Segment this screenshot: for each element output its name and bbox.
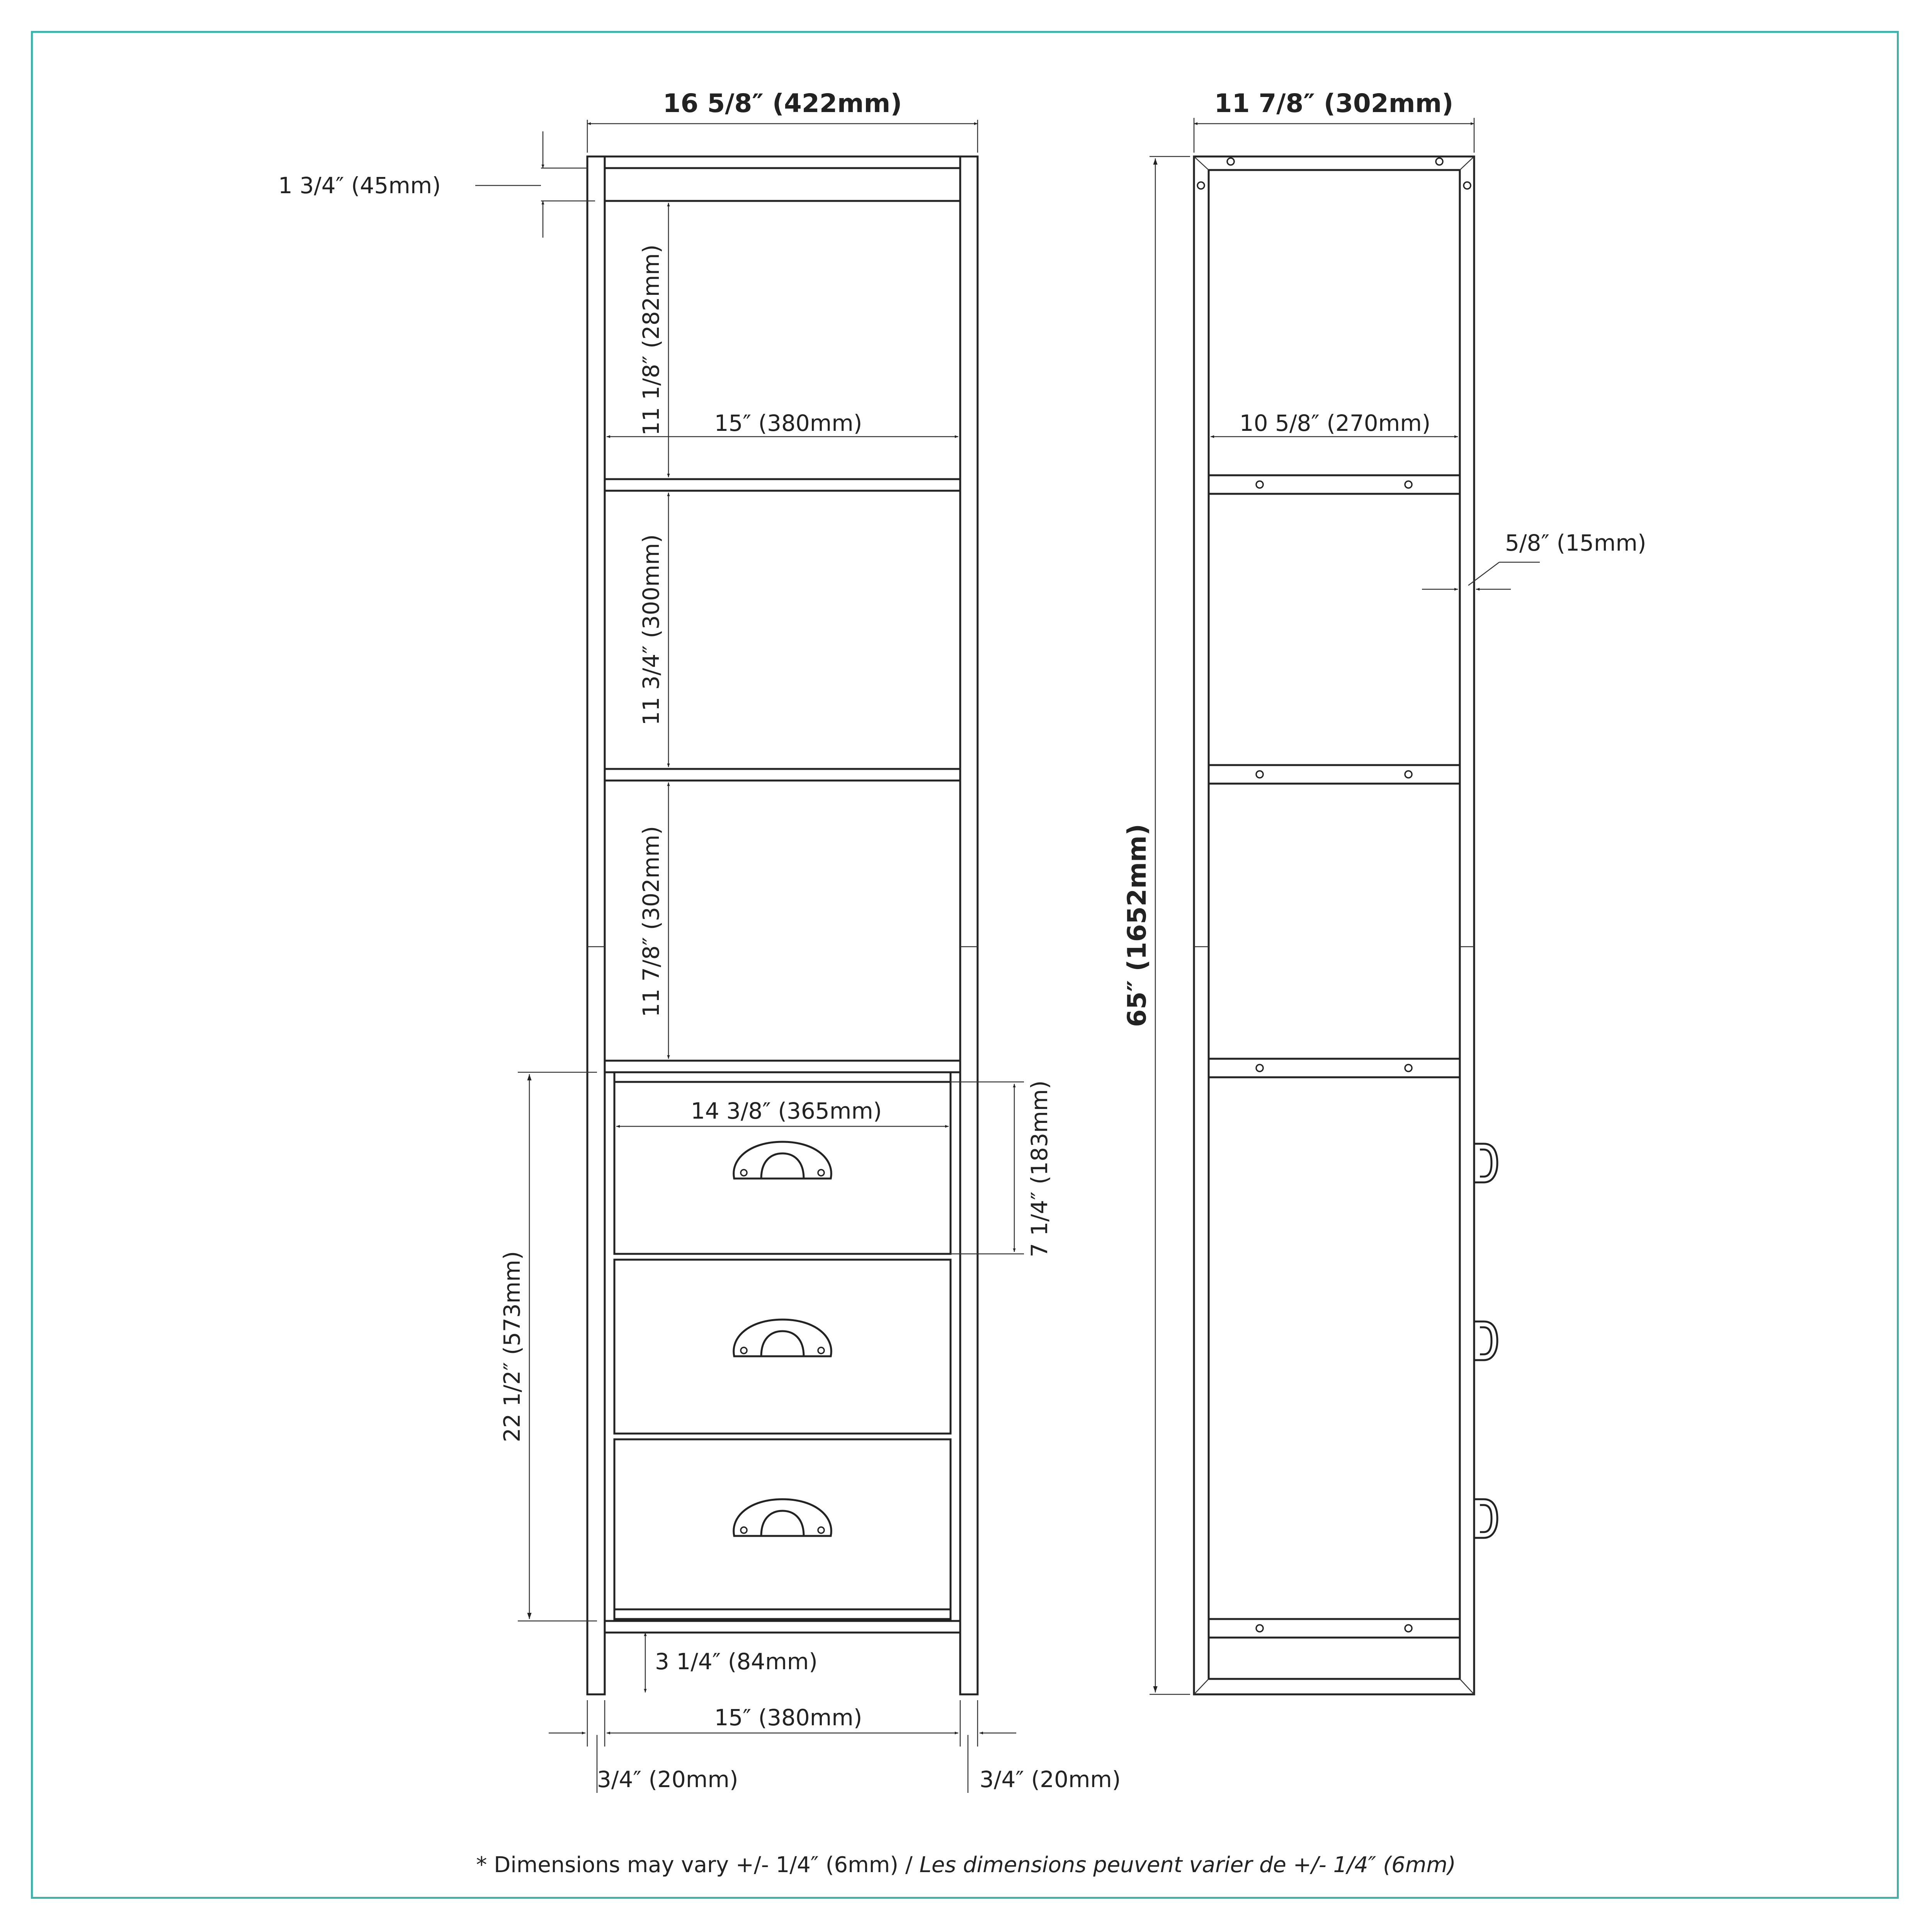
side-panel-inner [1209, 170, 1460, 1679]
side-pull-icon [1474, 1499, 1497, 1538]
shelf-2 [605, 769, 960, 781]
leg-height-label: 3 1/4″ (84mm) [655, 1648, 818, 1675]
side-panel-outer [1194, 156, 1474, 1694]
top-rail [605, 156, 960, 168]
drawer-pull-icon [734, 1499, 832, 1536]
overall-depth-label: 11 7/8″ (302mm) [1214, 88, 1454, 118]
overall-width-label: 16 5/8″ (422mm) [663, 88, 902, 118]
side-pull-icon [1474, 1144, 1497, 1182]
side-shelf-1 [1209, 475, 1460, 494]
left-post [587, 156, 605, 1694]
drawer-section-height-label: 22 1/2″ (573mm) [499, 1251, 525, 1442]
drawer-2 [614, 1260, 951, 1434]
left-leg-thickness-label: 3/4″ (20mm) [597, 1766, 738, 1793]
drawer-3 [614, 1439, 951, 1609]
drawer-width-label: 14 3/8″ (365mm) [690, 1098, 882, 1124]
right-leg-thickness-label: 3/4″ (20mm) [980, 1766, 1121, 1793]
side-shelf-2 [1209, 765, 1460, 784]
bottom-shelf [605, 1621, 960, 1633]
inner-width-top-label: 15″ (380mm) [714, 410, 862, 436]
shelf-3 [605, 1061, 960, 1072]
side-bottom-shelf [1209, 1619, 1460, 1638]
right-post [960, 156, 978, 1694]
footnote-english: * Dimensions may vary +/- 1/4″ (6mm) / [476, 1852, 920, 1878]
panel-thickness-label: 5/8″ (15mm) [1505, 530, 1646, 556]
inner-depth-label: 10 5/8″ (270mm) [1239, 410, 1431, 436]
top-rail-height-label: 1 3/4″ (45mm) [278, 172, 441, 199]
overall-height-label: 65″ (1652mm) [1122, 824, 1152, 1027]
front-view [278, 88, 1121, 1793]
footnote-french: Les dimensions peuvent varier de +/- 1/4″ (6mm) [919, 1852, 1456, 1878]
drawer-pull-icon [734, 1320, 832, 1356]
shelf-1 [605, 479, 960, 491]
inner-width-bottom-label: 15″ (380mm) [714, 1704, 862, 1731]
footnote [476, 1852, 1456, 1878]
side-view [1122, 88, 1646, 1694]
drawer-pull-icon [734, 1142, 832, 1179]
side-pull-icon [1474, 1321, 1497, 1360]
shelf-1-height-label: 11 1/8″ (282mm) [638, 244, 664, 436]
shelf-3-height-label: 11 7/8″ (302mm) [638, 826, 664, 1017]
shelf-2-height-label: 11 3/4″ (300mm) [638, 534, 664, 726]
drawer-height-label: 7 1/4″ (183mm) [1026, 1080, 1053, 1257]
side-shelf-3 [1209, 1059, 1460, 1077]
